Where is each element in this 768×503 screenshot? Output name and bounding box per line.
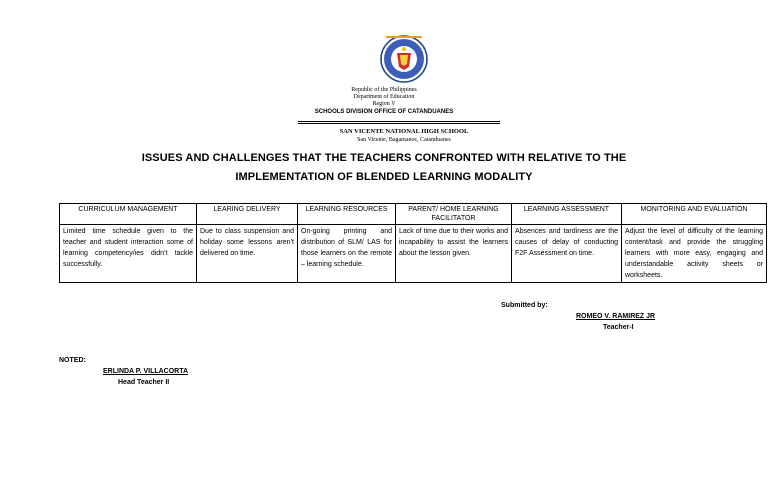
issues-table xyxy=(59,203,767,283)
division-line: SCHOOLS DIVISION OFFICE OF CATANDUANES xyxy=(314,109,454,115)
header-rule-thin xyxy=(298,123,500,124)
table-header-row xyxy=(60,204,767,225)
school-address: San Vicente, Bagamanoc, Catanduanes xyxy=(357,137,451,143)
document-title-line2: IMPLEMENTATION OF BLENDED LEARNING MODALITY xyxy=(235,171,533,183)
column-header: PARENT/ HOME LEARNING FACILITATOR xyxy=(396,204,512,225)
submitted-by-label: Submitted by: xyxy=(501,302,548,309)
column-header: CURRICULUM MANAGEMENT xyxy=(60,204,197,225)
table-cell: Adjust the level of difficulty of the learning content/task and provide the struggling learners with more easy, engaging and understandable activity sheets or worksheets. xyxy=(622,225,767,283)
noted-position: Head Teacher II xyxy=(118,379,170,386)
header-rule xyxy=(298,121,500,122)
school-name: SAN VICENTE NATIONAL HIGH SCHOOL xyxy=(339,128,469,135)
table-cell: On-going printing and distribution of SLM/ LAS for those learners on the remote – learning schedule. xyxy=(298,225,396,283)
document-title-line1: ISSUES AND CHALLENGES THAT THE TEACHERS CONFRONTED WITH RELATIVE TO THE xyxy=(141,152,627,164)
column-header: LEARNING RESOURCES xyxy=(298,204,396,225)
submitter-name: ROMEO V. RAMIREZ JR xyxy=(576,313,656,320)
table-cell: Due to class suspension and holiday some lessons aren’t delivered on time. xyxy=(197,225,298,283)
department-line: Department of Education xyxy=(353,94,415,100)
deped-seal xyxy=(372,33,436,85)
table-cell: Absences and tardiness are the causes of delay of conducting F2F Assessment on time. xyxy=(512,225,622,283)
republic-line: Republic of the Philippines xyxy=(351,87,417,93)
column-header: LEARING DELIVERY xyxy=(197,204,298,225)
noted-label: NOTED: xyxy=(59,357,86,364)
column-header: MONITORING AND EVALUATION xyxy=(622,204,767,225)
noted-name: ERLINDA P. VILLACORTA xyxy=(103,368,189,375)
region-line: Region V xyxy=(372,101,396,107)
table-row xyxy=(60,225,767,283)
table-cell: Lack of time due to their works and incapability to assist the learners about the lesson given. xyxy=(396,225,512,283)
submitter-position: Teacher-I xyxy=(603,324,634,331)
table-cell: Limited time schedule given to the teacher and student interaction some of learning competency/ies didn’t tackle successfully. xyxy=(60,225,197,283)
column-header: LEARNING ASSESSMENT xyxy=(512,204,622,225)
